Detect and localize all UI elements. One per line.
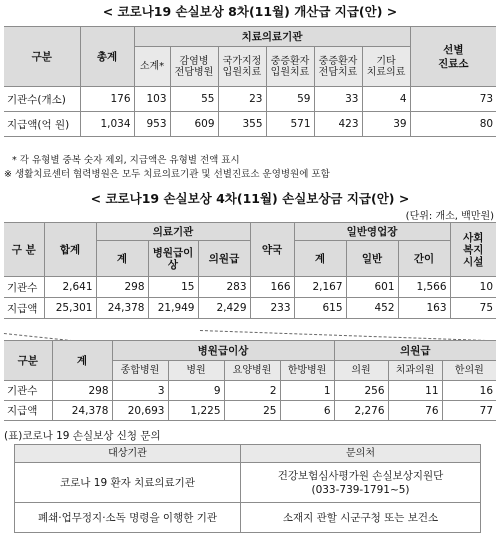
cell: 73 (410, 87, 496, 112)
row-label: 지급액 (4, 401, 52, 421)
cell: 9 (168, 381, 224, 401)
cell: 609 (170, 112, 218, 137)
table-row (4, 298, 496, 319)
cell: 24,378 (52, 401, 112, 421)
header-med-subtotal: 계 (96, 241, 148, 277)
cell: 6 (280, 401, 334, 421)
table-row (4, 277, 496, 298)
cell: 233 (250, 298, 294, 319)
cell: 166 (250, 277, 294, 298)
header-clinic-level: 의원급 (334, 341, 496, 361)
cell: 55 (170, 87, 218, 112)
cell: 80 (410, 112, 496, 137)
cell: 11 (388, 381, 442, 401)
table-medical-breakdown (4, 340, 496, 421)
cell: 21,949 (148, 298, 198, 319)
cell: 1,566 (398, 277, 450, 298)
cell: 2,641 (44, 277, 96, 298)
header-clinic: 의원 (334, 361, 388, 381)
table-row (15, 503, 481, 533)
cell: 176 (80, 87, 134, 112)
table1-title: < 코로나19 손실보상 8차(11월) 개산급 지급(안) > (102, 4, 398, 19)
header-division: 구분 (4, 341, 52, 381)
header-general-business: 일반영업장 (294, 223, 450, 241)
table-4th-loss-compensation (4, 222, 496, 319)
header-national-inpatient: 국가지정 입원치료 (218, 47, 266, 87)
target-cell: 폐쇄·업무정지·소독 명령을 이행한 기관 (15, 503, 241, 533)
header-biz-subtotal: 계 (294, 241, 346, 277)
header-infectious-hospital: 감염병 전담병원 (170, 47, 218, 87)
contact-cell: 소재지 관할 시군구청 또는 보건소 (241, 503, 481, 533)
header-hospital-level: 병원급이 상 (148, 241, 198, 277)
footnote-duplicates: * 각 유형별 중복 숫자 제외, 지급액은 유형별 전액 표시 (12, 155, 240, 166)
header-treatment-institutions: 치료의료기관 (134, 27, 410, 47)
target-cell: 코로나 19 환자 치료의료기관 (15, 463, 241, 503)
table-row (4, 87, 496, 112)
header-total: 총계 (80, 27, 134, 87)
table-row (4, 112, 496, 137)
cell: 423 (314, 112, 362, 137)
cell: 1,225 (168, 401, 224, 421)
cell: 1 (280, 381, 334, 401)
header-division: 구분 (4, 27, 80, 87)
cell: 953 (134, 112, 170, 137)
cell: 39 (362, 112, 410, 137)
cell: 452 (346, 298, 398, 319)
footnote-partner-hospitals: ※ 생활치료센터 협력병원은 모두 치료의료기관 및 선별진료소 운영병원에 포함 (4, 169, 330, 180)
cell: 33 (314, 87, 362, 112)
table-row (4, 401, 496, 421)
cell: 23 (218, 87, 266, 112)
row-label: 기관수 (4, 277, 44, 298)
header-oriental-hospital: 한방병원 (280, 361, 334, 381)
header-biz-general: 일반 (346, 241, 398, 277)
cell: 298 (52, 381, 112, 401)
header-hospital: 병원 (168, 361, 224, 381)
cell: 20,693 (112, 401, 168, 421)
table4-title: (표)코로나 19 손실보상 신청 문의 (4, 430, 161, 442)
header-medical-institutions: 의료기관 (96, 223, 250, 241)
cell: 24,378 (96, 298, 148, 319)
cell: 298 (96, 277, 148, 298)
header-total: 계 (52, 341, 112, 381)
table2-title: < 코로나19 손실보상 4차(11월) 손실보상금 지급(안) > (90, 191, 410, 206)
cell: 10 (450, 277, 496, 298)
header-social-welfare: 사회 복지 시설 (450, 223, 496, 277)
header-subtotal: 소계* (134, 47, 170, 87)
header-screening-clinic: 선별 진료소 (410, 27, 496, 87)
unit-label: (단위: 개소, 백만원) (405, 211, 494, 222)
header-clinic-level: 의원급 (198, 241, 250, 277)
row-label: 지급액(억 원) (4, 112, 80, 137)
cell: 77 (442, 401, 496, 421)
cell: 4 (362, 87, 410, 112)
header-division: 구 분 (4, 223, 44, 277)
header-pharmacy: 약국 (250, 223, 294, 277)
header-target-institution: 대상기관 (15, 445, 241, 463)
cell: 571 (266, 112, 314, 137)
cell: 615 (294, 298, 346, 319)
cell: 75 (450, 298, 496, 319)
cell: 103 (134, 87, 170, 112)
header-severe-dedicated: 중증환자 전담치료 (314, 47, 362, 87)
cell: 355 (218, 112, 266, 137)
cell: 2,276 (334, 401, 388, 421)
table-row (15, 463, 481, 503)
header-general-hospital: 종합병원 (112, 361, 168, 381)
cell: 601 (346, 277, 398, 298)
header-hospital-level: 병원급이상 (112, 341, 334, 361)
header-nursing-hospital: 요양병원 (224, 361, 280, 381)
header-biz-simple: 간이 (398, 241, 450, 277)
cell: 1,034 (80, 112, 134, 137)
table-8th-advance-payment (4, 26, 496, 137)
cell: 59 (266, 87, 314, 112)
header-other-treatment: 기타 치료의료 (362, 47, 410, 87)
cell: 15 (148, 277, 198, 298)
row-label: 기관수 (4, 381, 52, 401)
contact-cell: 건강보험심사평가원 손실보상지원단 (033-739-1791~5) (241, 463, 481, 503)
cell: 283 (198, 277, 250, 298)
header-contact: 문의처 (241, 445, 481, 463)
cell: 163 (398, 298, 450, 319)
cell: 25,301 (44, 298, 96, 319)
row-label: 지급액 (4, 298, 44, 319)
cell: 2 (224, 381, 280, 401)
header-total: 합계 (44, 223, 96, 277)
cell: 76 (388, 401, 442, 421)
cell: 2,429 (198, 298, 250, 319)
table-inquiry-contacts (14, 444, 481, 533)
header-dental-clinic: 치과의원 (388, 361, 442, 381)
cell: 256 (334, 381, 388, 401)
cell: 25 (224, 401, 280, 421)
row-label: 기관수(개소) (4, 87, 80, 112)
cell: 16 (442, 381, 496, 401)
table-row (4, 381, 496, 401)
cell: 3 (112, 381, 168, 401)
header-oriental-clinic: 한의원 (442, 361, 496, 381)
header-severe-inpatient: 중증환자 입원치료 (266, 47, 314, 87)
cell: 2,167 (294, 277, 346, 298)
